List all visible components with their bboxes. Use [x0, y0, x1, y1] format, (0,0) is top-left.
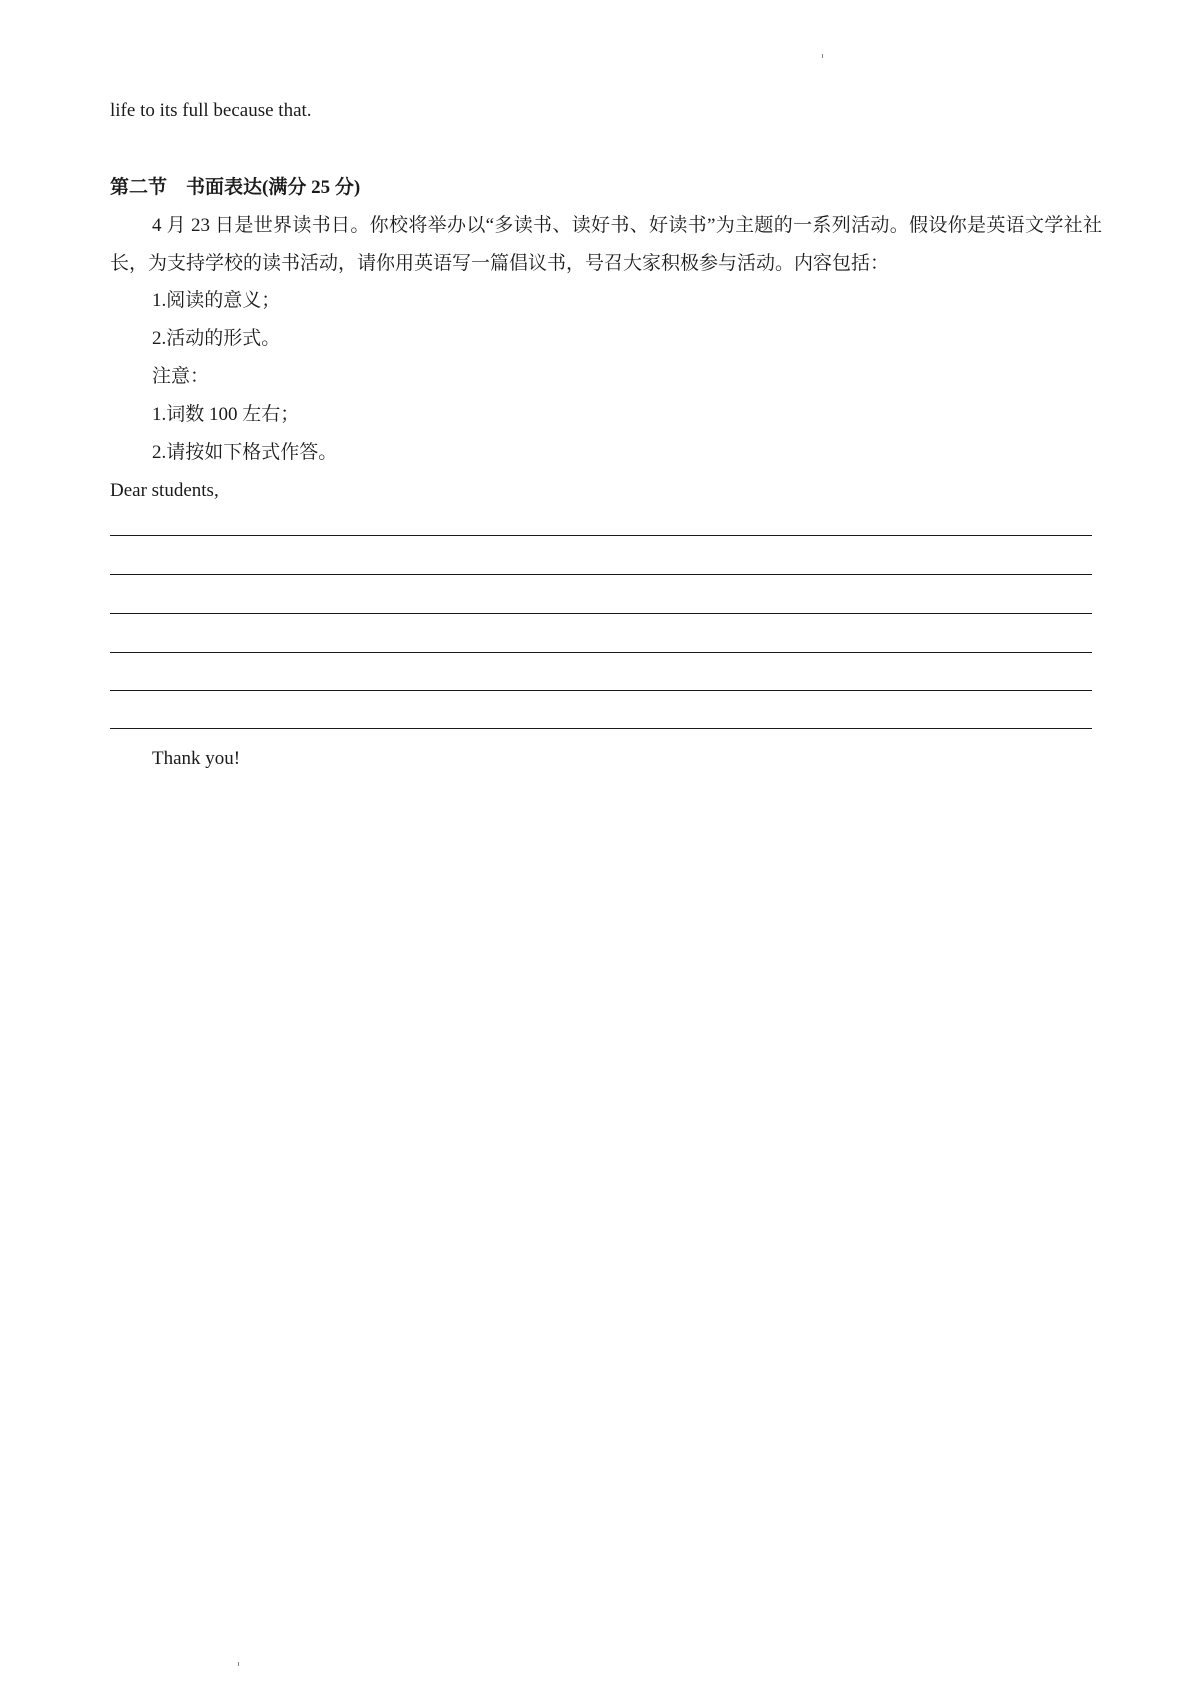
answer-line[interactable] — [110, 574, 1092, 575]
section-heading: 第二节 书面表达(满分 25 分) — [110, 177, 361, 198]
content-point-2: 2.活动的形式。 — [152, 328, 281, 349]
answer-line[interactable] — [110, 690, 1092, 691]
answer-line[interactable] — [110, 728, 1092, 729]
note-1: 1.词数 100 左右； — [152, 404, 300, 425]
task-prompt: 4 月 23 日是世界读书日。你校将举办以“多读书、读好书、好读书”为主题的一系列活动。假设你是英语文学社社长，为支持学校的读书活动，请你用英语写一篇倡议书，号召大家积极参与活动。内容包括： — [110, 215, 1102, 274]
answer-line[interactable] — [110, 652, 1092, 653]
note-2: 2.请按如下格式作答。 — [152, 442, 338, 463]
content-point-1: 1.阅读的意义； — [152, 290, 281, 311]
letter-salutation: Dear students, — [110, 480, 219, 501]
continuation-line: life to its full because that. — [110, 100, 312, 121]
scan-speck — [238, 1662, 239, 1666]
notes-label: 注意： — [152, 366, 210, 387]
answer-line[interactable] — [110, 535, 1092, 536]
letter-closing: Thank you! — [152, 748, 241, 769]
scan-speck — [822, 54, 823, 58]
answer-line[interactable] — [110, 613, 1092, 614]
